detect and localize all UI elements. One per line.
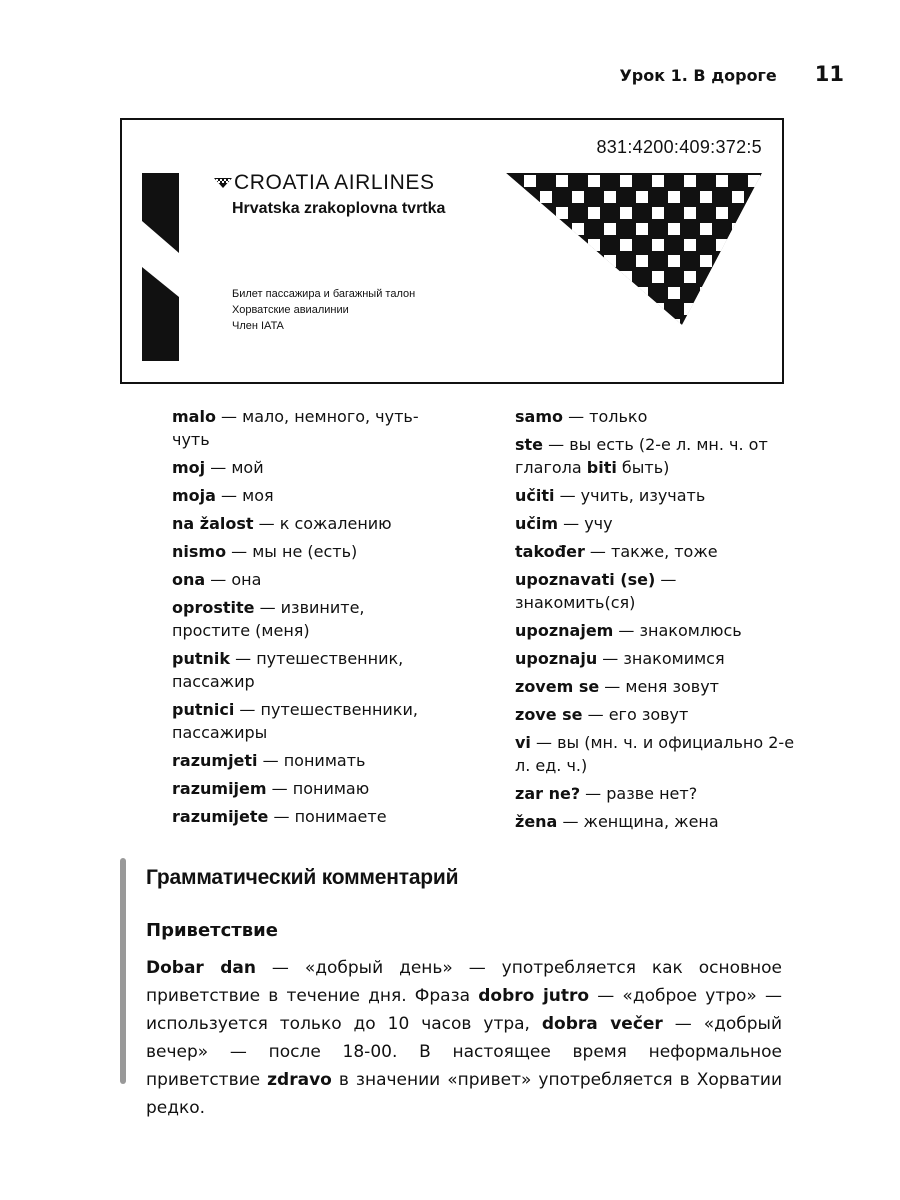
checker-cell xyxy=(748,271,760,283)
vocab-definition: — к сожалению xyxy=(253,514,392,533)
vocab-term: samo xyxy=(515,407,563,426)
vocab-term: biti xyxy=(586,458,617,477)
checker-cell xyxy=(540,287,552,299)
vocab-definition: быть) xyxy=(616,458,670,477)
vocab-entry xyxy=(515,540,795,563)
checker-cell xyxy=(540,255,552,267)
checker-cell xyxy=(604,255,616,267)
vocab-entry xyxy=(515,647,795,670)
checker-cell xyxy=(668,319,680,325)
vocab-entry xyxy=(515,782,795,805)
vocab-definition: — также, тоже xyxy=(584,542,718,561)
section-sidebar-bar xyxy=(120,858,126,1084)
checker-cell xyxy=(748,303,760,315)
vocab-term: moja xyxy=(172,486,216,505)
vocab-definition: — знакомлюсь xyxy=(613,621,742,640)
ticket-bar-graphic xyxy=(142,173,182,361)
vocab-term: vi xyxy=(515,733,531,752)
airline-name: CROATIA AIRLINES xyxy=(234,171,435,194)
checker-cell xyxy=(748,207,760,219)
checker-cell xyxy=(620,303,632,315)
vocab-entry xyxy=(515,619,795,642)
checker-cell xyxy=(588,175,600,187)
checker-cell xyxy=(620,271,632,283)
checker-cell xyxy=(732,287,744,299)
greeting-subtitle: Приветствие xyxy=(146,920,278,941)
vocab-entry xyxy=(172,805,442,828)
vocab-entry xyxy=(172,540,442,563)
checker-cell xyxy=(604,191,616,203)
ticket-code: 831:4200:409:372:5 xyxy=(596,137,762,157)
checker-cell xyxy=(556,239,568,251)
vocab-definition: — разве нет? xyxy=(580,784,698,803)
checker-cell xyxy=(716,175,728,187)
checker-cell xyxy=(636,319,648,325)
vocab-entry xyxy=(515,484,795,507)
vocab-entry xyxy=(172,596,442,642)
checker-cell xyxy=(748,239,760,251)
checker-cell xyxy=(684,303,696,315)
checker-cell xyxy=(508,319,520,325)
vocab-term: razumijete xyxy=(172,807,269,826)
vocab-definition: — знакомить(ся) xyxy=(515,570,677,612)
vocab-definition: — вы есть (2-е л. мн. ч. от глагола xyxy=(515,435,768,477)
vocab-entry xyxy=(172,456,442,479)
vocab-term: upoznaju xyxy=(515,649,598,668)
checker-cell xyxy=(668,255,680,267)
paragraph-text: — «добрый день» — употребляется как основное приветствие в течение дня. Фраза xyxy=(146,958,782,1006)
vocab-entry xyxy=(172,777,442,800)
checker-cell xyxy=(620,207,632,219)
vocab-definition: — путешественники, пассажиры xyxy=(172,700,418,742)
vocab-definition: — только xyxy=(562,407,648,426)
checker-cell xyxy=(652,239,664,251)
vocab-term: žena xyxy=(515,812,558,831)
checker-cell xyxy=(508,287,520,299)
ticket-info-line: Хорватские авиалинии xyxy=(232,304,349,316)
checker-cell xyxy=(700,319,712,325)
paragraph-text: — «добрый вечер» — после 18-00. В настоящее время неформальное приветствие xyxy=(146,1014,782,1090)
vocab-term: razumijem xyxy=(172,779,267,798)
grammar-title: Грамматический комментарий xyxy=(146,866,459,889)
ticket-info xyxy=(232,286,415,334)
checker-cell xyxy=(684,175,696,187)
vocab-term: zar ne? xyxy=(515,784,581,803)
vocab-term: putnici xyxy=(172,700,235,719)
checker-cell xyxy=(572,319,584,325)
checker-cell xyxy=(668,287,680,299)
vocab-entry xyxy=(515,810,795,833)
checker-cell xyxy=(572,255,584,267)
vocabulary-column-right xyxy=(515,405,795,838)
checker-cell xyxy=(636,223,648,235)
checker-cell xyxy=(604,319,616,325)
checker-cell xyxy=(636,255,648,267)
checker-cell xyxy=(620,175,632,187)
page-header xyxy=(619,62,844,86)
vocab-entry xyxy=(172,698,442,744)
vocab-term: ona xyxy=(172,570,206,589)
checker-cell xyxy=(524,303,536,315)
vocab-definition: — понимаю xyxy=(266,779,370,798)
ticket-info-line: Член IATA xyxy=(232,320,284,332)
checkerboard-triangle-graphic xyxy=(506,173,762,325)
checker-cell xyxy=(732,255,744,267)
checker-cell xyxy=(540,223,552,235)
grammar-paragraph xyxy=(146,954,782,1122)
checker-cell xyxy=(556,207,568,219)
checker-cell xyxy=(508,191,520,203)
vocab-term: malo xyxy=(172,407,216,426)
vocab-entry xyxy=(172,568,442,591)
vocab-definition: — знакомимся xyxy=(597,649,725,668)
vocab-entry xyxy=(172,749,442,772)
vocab-definition: — путешественник, пассажир xyxy=(172,649,404,691)
ticket-image xyxy=(120,118,784,384)
vocab-entry xyxy=(172,512,442,535)
checker-cell xyxy=(588,271,600,283)
croatian-term: zdravo xyxy=(267,1070,332,1090)
checker-cell xyxy=(604,223,616,235)
vocab-definition: — мой xyxy=(205,458,264,477)
vocab-term: oprostite xyxy=(172,598,255,617)
checker-cell xyxy=(556,175,568,187)
airline-logo xyxy=(214,171,435,195)
croatian-term: Dobar dan xyxy=(146,958,256,978)
checker-cell xyxy=(668,191,680,203)
checker-cell xyxy=(684,239,696,251)
vocab-term: ste xyxy=(515,435,544,454)
vocab-entry xyxy=(515,675,795,698)
vocab-entry xyxy=(172,484,442,507)
vocab-term: moj xyxy=(172,458,206,477)
vocab-entry xyxy=(515,731,795,777)
vocab-definition: — моя xyxy=(215,486,274,505)
airline-checker-icon xyxy=(214,178,232,188)
vocab-definition: — учу xyxy=(558,514,613,533)
vocab-entry xyxy=(172,647,442,693)
checker-cell xyxy=(508,255,520,267)
checker-cell xyxy=(588,303,600,315)
checker-cell xyxy=(652,271,664,283)
checker-cell xyxy=(732,191,744,203)
checker-cell xyxy=(652,303,664,315)
vocab-term: na žalost xyxy=(172,514,254,533)
vocab-definition: — понимаете xyxy=(268,807,387,826)
checker-cell xyxy=(620,239,632,251)
vocab-term: učiti xyxy=(515,486,555,505)
vocab-entry xyxy=(515,512,795,535)
checker-cell xyxy=(524,207,536,219)
checker-cell xyxy=(684,271,696,283)
checker-cell xyxy=(668,223,680,235)
airline-subtitle: Hrvatska zrakoplovna tvrtka xyxy=(232,200,446,217)
checker-cell xyxy=(524,239,536,251)
checker-cell xyxy=(572,287,584,299)
vocab-term: razumjeti xyxy=(172,751,258,770)
checker-cell xyxy=(716,207,728,219)
vocab-definition: — понимать xyxy=(257,751,366,770)
grammar-section xyxy=(120,858,790,1118)
vocab-definition: — учить, изучать xyxy=(554,486,706,505)
checker-cell xyxy=(524,175,536,187)
vocab-term: upoznavati (se) xyxy=(515,570,656,589)
checker-cell xyxy=(588,239,600,251)
vocab-definition: — мы не (есть) xyxy=(226,542,358,561)
page-number: 11 xyxy=(814,62,844,86)
croatian-term: dobra večer xyxy=(541,1014,663,1034)
checker-cell xyxy=(732,223,744,235)
vocab-definition: — его зовут xyxy=(582,705,689,724)
chapter-title: Урок 1. В дороге xyxy=(619,66,777,85)
checker-cell xyxy=(700,191,712,203)
vocab-entry xyxy=(172,405,442,451)
checker-cell xyxy=(588,207,600,219)
checker-cell xyxy=(716,271,728,283)
checker-cell xyxy=(508,223,520,235)
vocab-definition: — вы (мн. ч. и официально 2-е л. ед. ч.) xyxy=(515,733,795,775)
checker-cell xyxy=(540,191,552,203)
vocab-entry xyxy=(515,568,795,614)
checker-cell xyxy=(572,223,584,235)
vocabulary-column-left xyxy=(172,405,442,833)
vocab-entry xyxy=(515,433,795,479)
vocab-term: zove se xyxy=(515,705,583,724)
vocab-term: također xyxy=(515,542,585,561)
checker-cell xyxy=(652,207,664,219)
paragraph-text: в значении «привет» употребляется в Хорватии редко. xyxy=(146,1070,783,1118)
vocab-term: učim xyxy=(515,514,559,533)
vocab-entry xyxy=(515,405,795,428)
vocab-entry xyxy=(515,703,795,726)
vocab-definition: — она xyxy=(205,570,262,589)
vocab-definition: — женщина, жена xyxy=(557,812,719,831)
checker-cell xyxy=(604,287,616,299)
vocab-term: nismo xyxy=(172,542,227,561)
checker-cell xyxy=(684,207,696,219)
vocab-term: upoznajem xyxy=(515,621,614,640)
checker-cell xyxy=(716,239,728,251)
checker-cell xyxy=(652,175,664,187)
checker-cell xyxy=(556,271,568,283)
croatian-term: dobro jutro xyxy=(478,986,590,1006)
vocab-definition: — извините, простите (меня) xyxy=(172,598,365,640)
checker-cell xyxy=(636,191,648,203)
checker-cell xyxy=(700,223,712,235)
checker-cell xyxy=(636,287,648,299)
ticket-info-line: Билет пассажира и багажный талон xyxy=(232,288,416,300)
vocab-term: putnik xyxy=(172,649,231,668)
checker-cell xyxy=(556,303,568,315)
checker-cell xyxy=(732,319,744,325)
paragraph-text: — «доброе утро» — используется только до 10 часов утра, xyxy=(146,986,782,1034)
checker-cell xyxy=(540,319,552,325)
checker-cell xyxy=(748,175,760,187)
vocab-term: zovem se xyxy=(515,677,600,696)
vocab-definition: — меня зовут xyxy=(599,677,719,696)
checker-cell xyxy=(700,255,712,267)
checker-cell xyxy=(700,287,712,299)
checker-cell xyxy=(572,191,584,203)
checker-cell xyxy=(716,303,728,315)
vocab-definition: — мало, немного, чуть-чуть xyxy=(172,407,419,449)
checker-cell xyxy=(524,271,536,283)
